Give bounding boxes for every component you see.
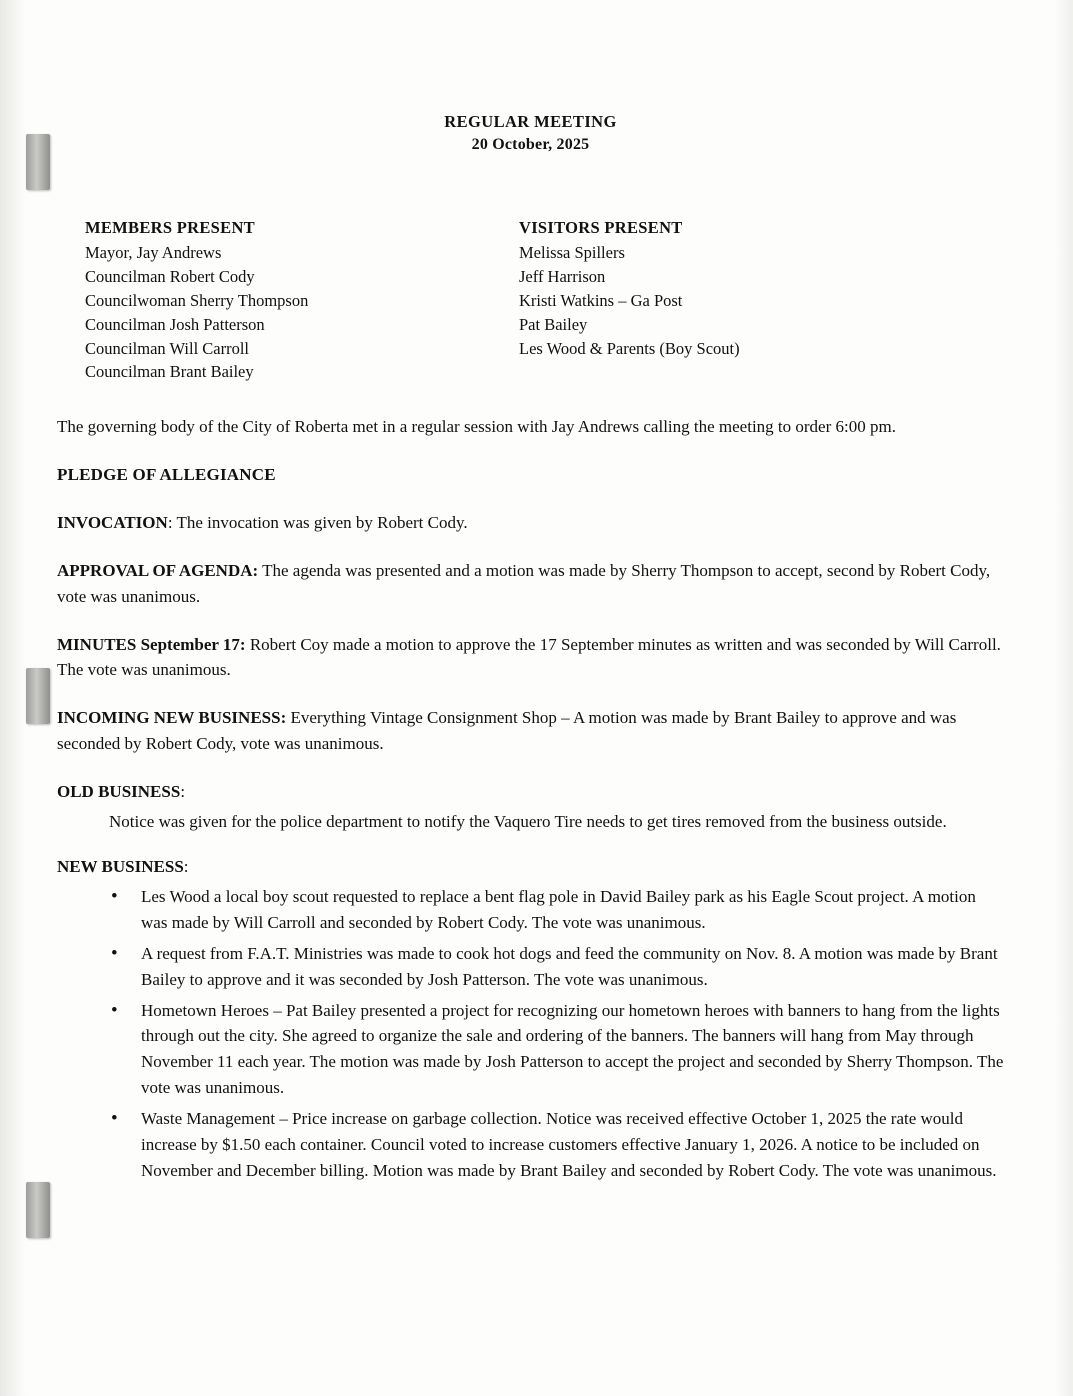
new-business-colon: : [183,857,189,877]
invocation-paragraph [57,510,1004,536]
approval-of-agenda-label: APPROVAL OF AGENDA: [57,560,259,580]
meeting-date: 20 October, 2025 [471,135,590,153]
list-item: Kristi Watkins – Ga Post [519,290,683,310]
invocation-text: : The invocation was given by Robert Cody. [167,513,468,533]
attendance-section [57,216,1004,384]
visitors-present-heading: VISITORS PRESENT [519,217,683,237]
old-business-label: OLD BUSINESS [57,781,181,801]
incoming-new-business-paragraph [57,705,1004,757]
list-item: Councilman Will Carroll [85,338,250,358]
opening-paragraph: The governing body of the City of Roberta met in a regular session with Jay Andrews calling the meeting to order 6:00 pm. [57,417,896,437]
document-body [57,414,1004,1183]
new-business-list [57,884,1004,1183]
list-item: Councilman Brant Bailey [85,362,254,382]
document-content [57,110,1004,1188]
members-present-heading: MEMBERS PRESENT [85,217,255,237]
list-item: • A request from F.A.T. Ministries was made to cook hot dogs and feed the community on Nov. 8. A motion was made by Brant Bailey to approve and it was seconded by Josh Patterson. The vote was unanimous. [93,941,1004,993]
minutes-label: MINUTES September 17: [57,634,246,654]
binder-clip-mark-top [26,134,50,190]
list-item: Melissa Spillers [519,242,625,262]
list-item: Les Wood & Parents (Boy Scout) [519,338,740,358]
list-item: Councilman Robert Cody [85,266,255,286]
members-present-column [57,216,519,384]
old-business-body: Notice was given for the police department to notify the Vaquero Tire needs to get tires removed from the business outside. [109,811,947,831]
list-item: • Les Wood a local boy scout requested to replace a bent flag pole in David Bailey park as his Eagle Scout project. A motion was made by Will Carroll and seconded by Robert Cody. The vote was unanimous. [93,884,1004,936]
list-item: • Waste Management – Price increase on garbage collection. Notice was received effective October 1, 2025 the rate would increase by $1.50 each container. Council voted to increase customers effective January 1, 2026. A notice to be included on November and December billing. Motion was made by Brant Bailey and seconded by Robert Cody. The vote was unanimous. [93,1106,1004,1183]
list-item: Councilman Josh Patterson [85,314,265,334]
list-item: • Hometown Heroes – Pat Bailey presented a project for recognizing our hometown heroes with banners to hang from the lights through out the city. She agreed to organize the sale and ordering of the banners. The banners will hang from May through November 11 each year. The motion was made by Josh Patterson to accept the project and seconded by Sherry Thompson. The vote was unanimous. [93,998,1004,1101]
binder-clip-mark-bottom [26,1182,50,1238]
list-item: Jeff Harrison [519,266,606,286]
pledge-of-allegiance-heading: PLEDGE OF ALLEGIANCE [57,465,276,485]
incoming-new-business-label: INCOMING NEW BUSINESS: [57,708,287,728]
page-title: REGULAR MEETING [444,112,617,131]
incoming-new-business-text: Everything Vintage Consignment Shop – A motion was made by Brant Bailey to approve and was seconded by Robert Cody, vote was unanimous. [57,708,957,753]
minutes-paragraph [57,632,1004,684]
list-item: Mayor, Jay Andrews [85,242,222,262]
old-business-heading [57,779,1004,805]
binder-clip-mark-middle [26,668,50,724]
list-item: Councilwoman Sherry Thompson [85,290,309,310]
approval-of-agenda-text: The agenda was presented and a motion was made by Sherry Thompson to accept, second by Robert Cody, vote was unanimous. [57,560,991,606]
new-business-heading [57,854,1004,880]
new-business-label: NEW BUSINESS [57,857,184,877]
minutes-text: Robert Coy made a motion to approve the 17 September minutes as written and was seconded by Will Carroll. The vote was unanimous. [57,634,1001,680]
visitors-present-column [519,216,1004,384]
old-business-colon: : [180,781,186,801]
approval-of-agenda-paragraph [57,558,1004,610]
invocation-label: INVOCATION [57,513,168,533]
list-item: Pat Bailey [519,314,588,334]
